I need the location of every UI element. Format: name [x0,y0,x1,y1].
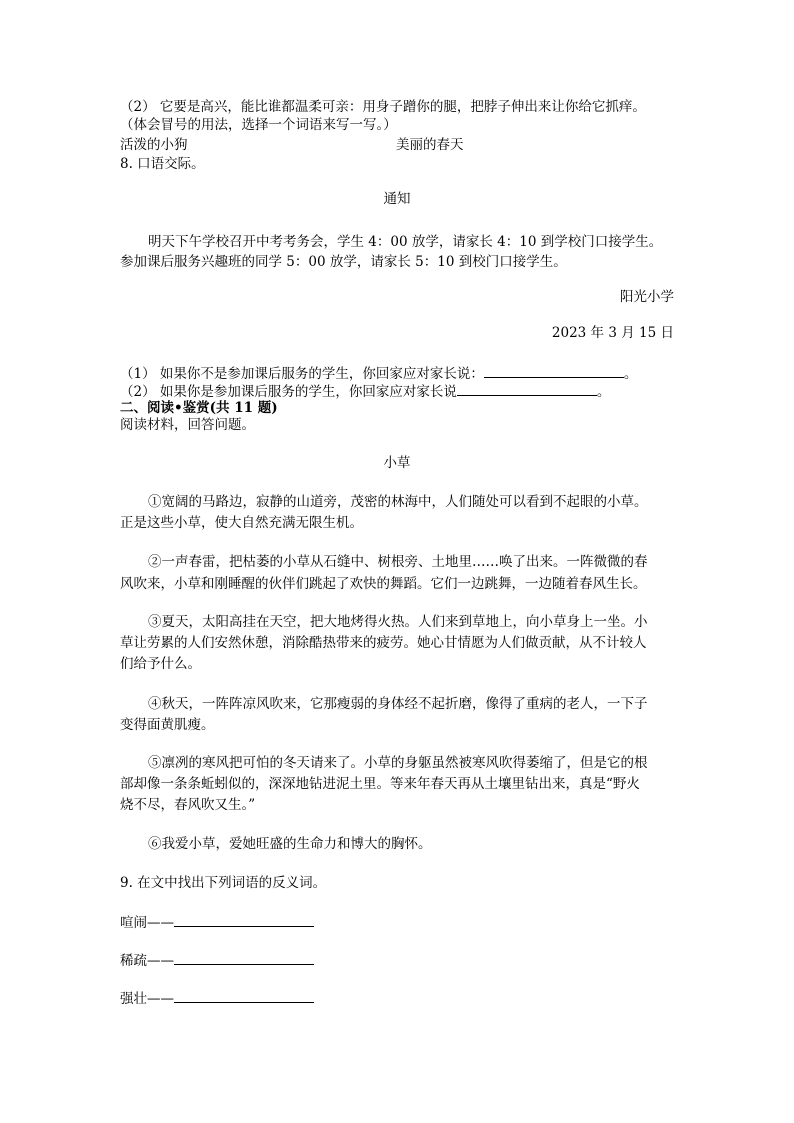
paragraph-4-line-2: 变得面黄肌瘦。 [120,717,215,733]
notice-title: 通知 [383,191,411,207]
answer-blank[interactable] [457,381,597,396]
q8-sub1-prompt: （1） 如果你不是参加课后服务的学生，你回家应对家长说： [120,366,484,382]
q8-sub2-suffix: 。 [596,384,611,400]
q7-line2: （体会冒号的用法，选择一个词语来写一写。） [120,117,397,133]
paragraph-2-line-2: 风吹来，小草和刚睡醒的伙伴们跳起了欢快的舞蹈。它们一边跳舞，一边随着春风生长。 [120,576,647,592]
q8-sub1-suffix: 。 [623,366,638,382]
q9-item-1-word: 喧闹—— [120,915,174,931]
paragraph-3-line-1: ③夏天，太阳高挂在天空，把大地烤得火热。人们来到草地上，向小草身上一坐。小 [148,614,648,630]
q9-item-3 [120,988,314,1008]
q8-sub2-prompt: （2） 如果你是参加课后服务的学生，你回家应对家长说 [120,384,457,400]
answer-blank[interactable] [174,912,314,927]
notice-date: 2023 年 3 月 15 日 [551,325,674,341]
q7-option-a: 活泼的小狗 [120,137,188,153]
answer-blank[interactable] [174,988,314,1003]
q9-heading: 9. 在文中找出下列词语的反义词。 [120,875,327,891]
paragraph-6-line-1: ⑥我爱小草，爱她旺盛的生命力和博大的胸怀。 [148,836,432,852]
q9-item-3-word: 强壮—— [120,991,174,1007]
section-title: 二、阅读•鉴赏(共 11 题) [120,400,278,416]
answer-blank[interactable] [174,950,314,965]
paragraph-5-line-2: 部却像一条条蚯蚓似的，深深地钻进泥土里。等来年春天再从土壤里钻出来，真是“野火 [120,776,640,792]
paragraph-1-line-1: ①宽阔的马路边，寂静的山道旁，茂密的林海中，人们随处可以看到不起眼的小草。 [148,494,648,510]
q9-item-1 [120,912,314,932]
paragraph-4-line-1: ④秋天，一阵阵凉风吹来，它那瘦弱的身体经不起折磨，像得了重病的老人，一下子 [148,696,648,712]
q7-line1: （2） 它要是高兴，能比谁都温柔可亲：用身子蹭你的腿，把脖子伸出来让你给它抓痒。 [120,99,646,115]
article-title: 小草 [383,455,411,471]
paragraph-5-line-3: 烧不尽，春风吹又生。” [120,797,256,813]
paragraph-3-line-2: 草让劳累的人们安然休憩，消除酷热带来的疲劳。她心甘情愿为人们做贡献，从不计较人 [120,635,647,651]
q8-sub2 [120,381,610,401]
paragraph-3-line-3: 们给予什么。 [120,656,201,672]
paragraph-2-line-1: ②一声春雷，把枯萎的小草从石缝中、树根旁、土地里……唤了出来。一阵微微的春 [148,554,648,570]
q9-item-2 [120,950,314,970]
q8-sub1 [120,363,637,383]
answer-blank[interactable] [484,363,624,378]
paragraph-5-line-1: ⑤凛冽的寒风把可怕的冬天请来了。小草的身躯虽然被寒风吹得萎缩了，但是它的根 [148,755,648,771]
paragraph-1-line-2: 正是这些小草，使大自然充满无限生机。 [120,515,363,531]
notice-signature: 阳光小学 [620,289,674,305]
q7-option-b: 美丽的春天 [396,137,464,153]
q8-heading: 8. 口语交际。 [120,156,205,172]
notice-line-1: 明天下午学校召开中考考务会，学生 4：00 放学，请家长 4：10 到学校门口接学生。 [148,234,663,250]
section-instruction: 阅读材料，回答问题。 [120,417,255,433]
q9-item-2-word: 稀疏—— [120,953,174,969]
notice-line-2: 参加课后服务兴趣班的同学 5：00 放学，请家长 5：10 到校门口接学生。 [120,254,567,270]
